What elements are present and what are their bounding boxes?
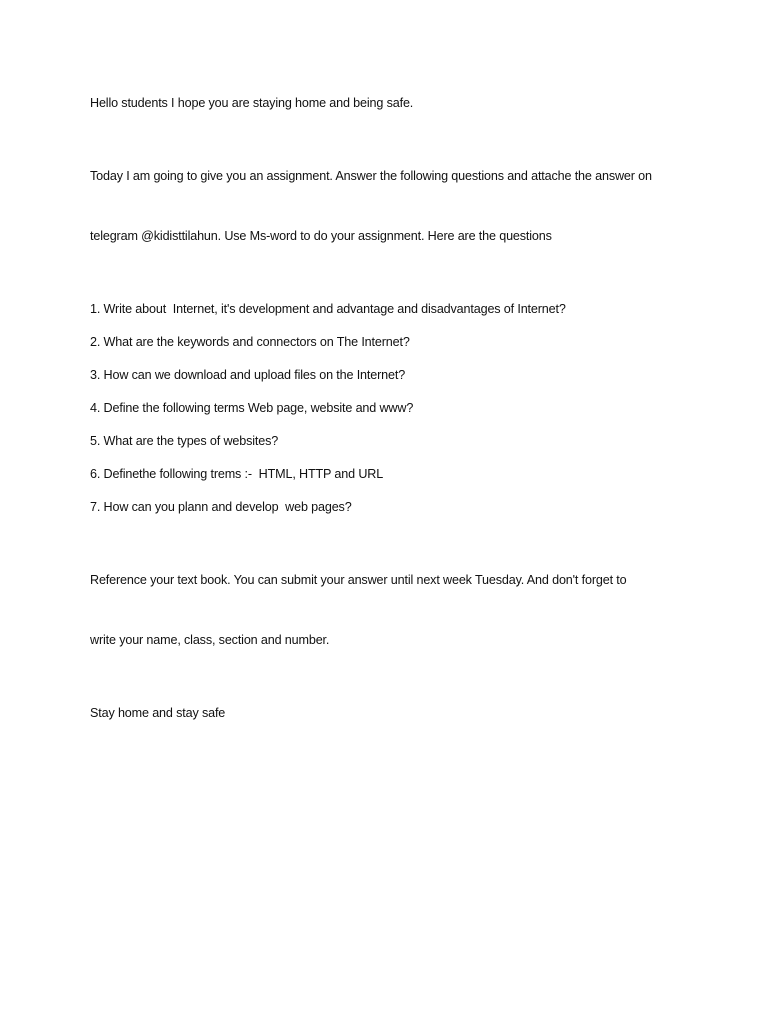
intro-line-1: Today I am going to give you an assignment. Answer the following questions and attache the answer on [90, 169, 652, 183]
question-3: 3. How can we download and upload files on the Internet? [90, 368, 406, 382]
question-1: 1. Write about Internet, it's development and advantage and disadvantages of Internet? [90, 302, 566, 316]
question-7: 7. How can you plann and develop web pages? [90, 500, 352, 514]
document-body [90, 93, 690, 736]
question-4: 4. Define the following terms Web page, website and www? [90, 401, 414, 415]
intro-paragraph [90, 126, 690, 286]
closing-text: Stay home and stay safe [90, 706, 226, 720]
greeting-text: Hello students I hope you are staying home and being safe. [90, 96, 414, 110]
question-6: 6. Definethe following trems :- HTML, HTTP and URL [90, 467, 384, 481]
intro-line-2: telegram @kidisttilahun. Use Ms-word to do your assignment. Here are the questions [90, 229, 552, 243]
question-2: 2. What are the keywords and connectors on The Internet? [90, 335, 410, 349]
question-5: 5. What are the types of websites? [90, 434, 279, 448]
reference-paragraph [90, 530, 690, 690]
reference-line-2: write your name, class, section and number. [90, 633, 330, 647]
reference-line-1: Reference your text book. You can submit your answer until next week Tuesday. And don't forget to [90, 573, 627, 587]
